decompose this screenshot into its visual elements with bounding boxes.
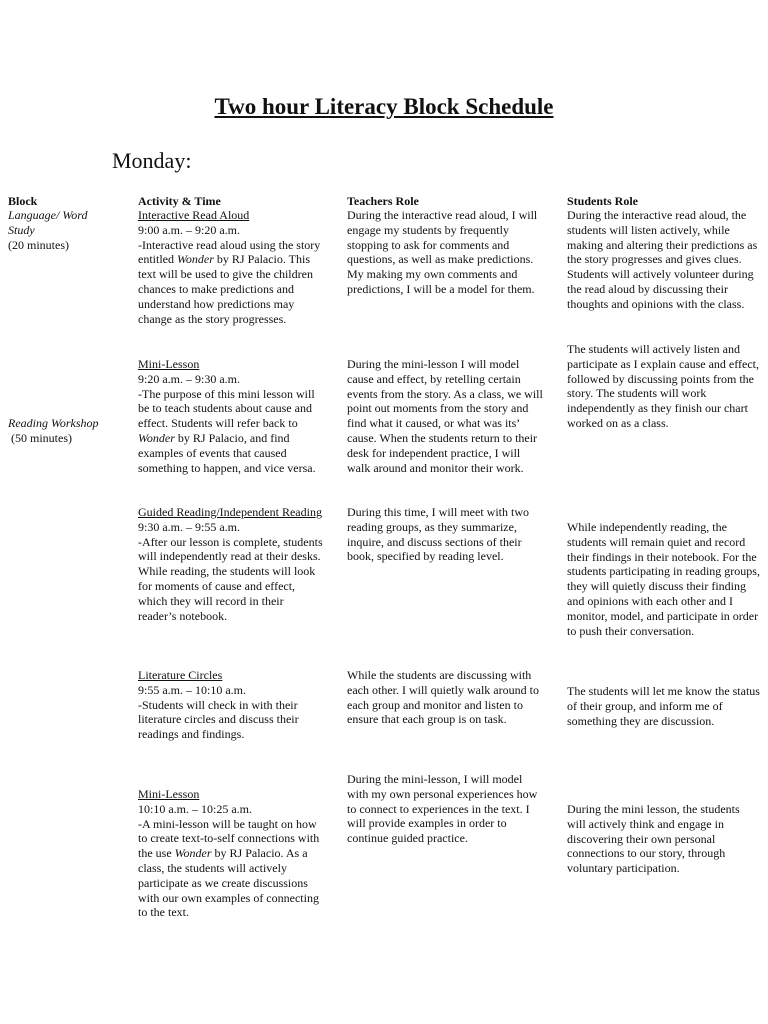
teacher-role-5: During the mini-lesson, I will model with my own personal experiences how to connect to experiences in the text. I will provide examples in order to continue guided practice. <box>347 772 538 846</box>
block-name: Language/ Word Study <box>8 208 88 237</box>
teacher-role-1: During the interactive read aloud, I will engage my students by frequently stopping to ask for comments and questions, as well as make predictions. My making my own comments and predictions, I will be a model for them. <box>347 208 538 296</box>
activity-guided-reading <box>138 505 324 623</box>
teacher-role-3: During this time, I will meet with two reading groups, as they summarize, inquire, and discuss sections of their book, specified by reading level. <box>347 505 529 564</box>
activity-description: -Interactive read aloud using the story entitled Wonder by RJ Palacio. This text will be used to give the children chances to make predictions and understand how predictions may change as the story progresses. <box>138 237 321 326</box>
header-student: Students Role <box>567 194 639 208</box>
activity-description: -Students will check in with their literature circles and discuss their readings and findings. <box>138 697 299 742</box>
student-role-3: While independently reading, the students will remain quiet and record their findings in their notebook. For the students participating in reading groups, they will quietly discuss their finding and opinions with each other and I monitor, model, and participate in order to push their conversation. <box>567 520 760 638</box>
book-title: Wonder <box>138 430 175 445</box>
activity-literature-circles <box>138 668 324 742</box>
activity-time: 9:30 a.m. – 9:55 a.m. <box>138 519 240 534</box>
header-block: Block <box>8 194 38 208</box>
activity-interactive-read-aloud <box>138 208 324 326</box>
block-duration: (50 minutes) <box>8 430 72 445</box>
activity-mini-lesson-1 <box>138 357 324 475</box>
activity-description: -The purpose of this mini lesson will be to teach students about cause and effect. Students will refer back to Wonder by RJ Palacio, and find examples of events that caused something to happen, and vice versa. <box>138 386 316 475</box>
activity-title: Interactive Read Aloud <box>138 208 250 222</box>
book-title: Wonder <box>174 846 212 861</box>
block-reading-workshop <box>8 416 130 446</box>
activity-description: -After our lesson is complete, students will independently read at their desks. While reading, the students will look for moments of cause and effect, which they will record in their reader’s notebook. <box>138 534 323 623</box>
student-role-1: During the interactive read aloud, the students will listen actively, while making and altering their predictions as the story progresses and gives clues. Students will actively volunteer during the read aloud by discussing their thoughts and opinions with the class. <box>567 208 758 311</box>
activity-time: 9:00 a.m. – 9:20 a.m. <box>138 222 240 237</box>
student-role-5: During the mini lesson, the students will actively think and engage in discovering their own personal connections to our story, through voluntary participation. <box>567 802 740 876</box>
teacher-role-4: While the students are discussing with each other. I will quietly walk around to each group and monitor and listen to ensure that each group is on task. <box>347 668 539 727</box>
activity-time: 9:55 a.m. – 10:10 a.m. <box>138 682 246 697</box>
student-role-4: The students will let me know the status of their group, and inform me of something they are discussion. <box>567 684 760 728</box>
activity-mini-lesson-2 <box>138 787 324 920</box>
day-heading: Monday: <box>112 148 192 173</box>
block-duration: (20 minutes) <box>8 237 69 252</box>
activity-time: 10:10 a.m. – 10:25 a.m. <box>138 801 252 816</box>
header-activity: Activity & Time <box>138 194 221 208</box>
activity-title: Literature Circles <box>138 668 223 682</box>
activity-title: Mini-Lesson <box>138 357 200 371</box>
book-title: Wonder <box>177 252 214 267</box>
activity-description: -A mini-lesson will be taught on how to create text-to-self connections with the use Wonder by RJ Palacio. As a class, the students will actively participate as we create discussions with our own examples of connecting to the text. <box>138 816 320 920</box>
header-teacher: Teachers Role <box>347 194 419 208</box>
activity-time: 9:20 a.m. – 9:30 a.m. <box>138 371 240 386</box>
student-role-2: The students will actively listen and participate as I explain cause and effect, followed by discussing points from the story. The students will work independently as they finish our chart worked on as a class. <box>567 342 760 430</box>
block-name: Reading Workshop <box>8 416 99 430</box>
activity-title: Mini-Lesson <box>138 787 200 801</box>
document-title: Two hour Literacy Block Schedule <box>214 94 554 119</box>
activity-title: Guided Reading/Independent Reading <box>138 505 322 519</box>
block-language-word-study <box>8 208 103 252</box>
teacher-role-2: During the mini-lesson I will model cause and effect, by retelling certain events from the story. As a class, we will point out moments from the story and find what it caused, or what was its’ cause. When the students return to their desk for independent practice, I will walk around and monitor their work. <box>347 357 543 475</box>
